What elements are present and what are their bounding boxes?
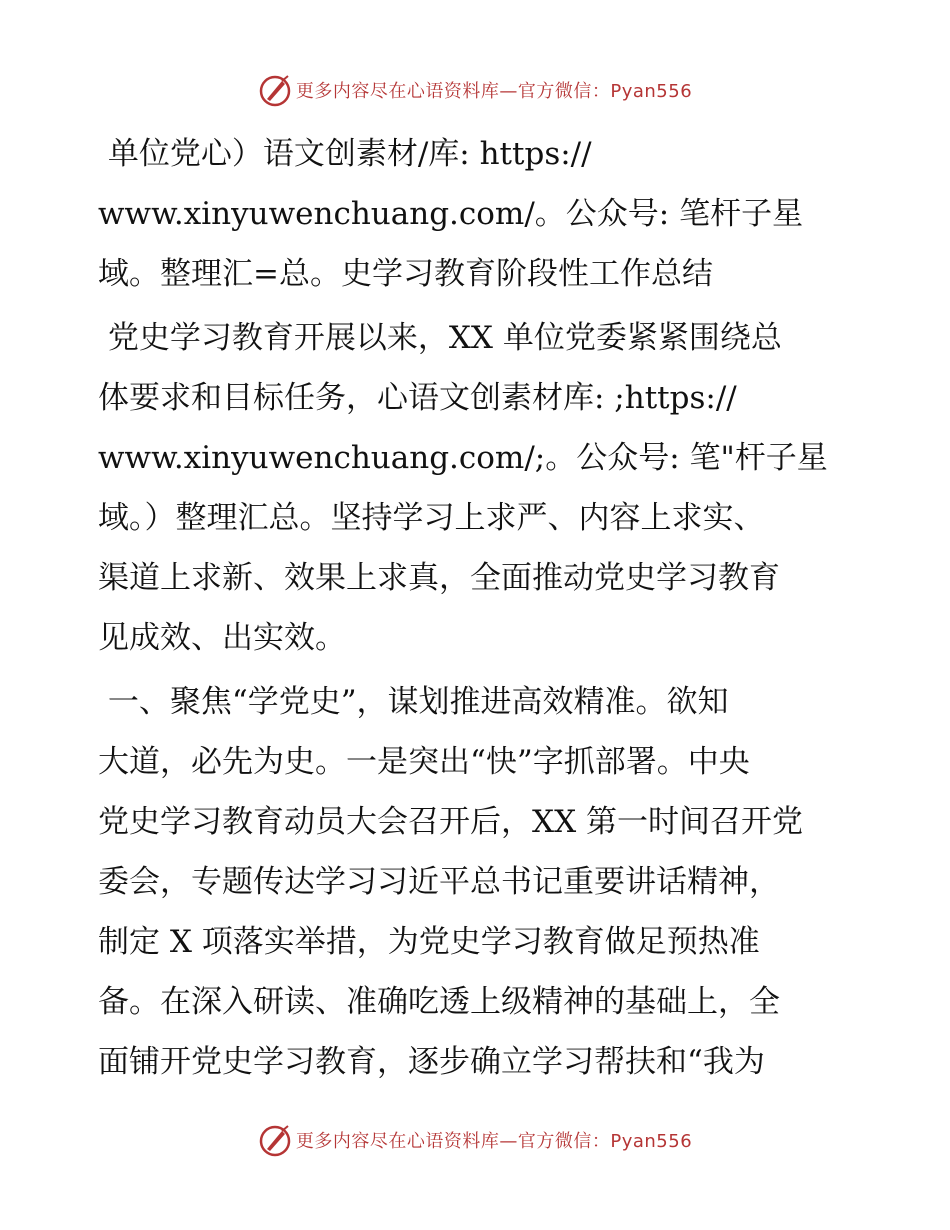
text-line: 见成效、出实效。 — [98, 620, 346, 656]
paragraph-1 — [98, 124, 858, 304]
text-line: 域。）整理汇总。坚持学习上求严、内容上求实、 — [98, 500, 765, 536]
quill-logo-icon — [258, 73, 292, 107]
header-banner — [0, 70, 950, 110]
text-line: 渠道上求新、效果上求真，全面推动党史学习教育 — [98, 560, 780, 596]
text-line: 委会，专题传达学习习近平总书记重要讲话精神， — [98, 864, 780, 900]
text-line: 制定 X 项落实举措，为党史学习教育做足预热准 — [98, 924, 760, 960]
paragraph-2 — [98, 308, 858, 668]
quill-logo-icon — [258, 1123, 292, 1157]
header-banner-text: 更多内容尽在心语资料库—官方微信：Pyan556 — [295, 81, 693, 102]
text-line: 面铺开党史学习教育，逐步确立学习帮扶和“我为 — [98, 1044, 765, 1080]
text-line: www.xinyuwenchuang.com/;。公众号: 笔"杆子星 — [98, 440, 828, 476]
footer-banner — [0, 1120, 950, 1160]
footer-banner-text: 更多内容尽在心语资料库—官方微信：Pyan556 — [295, 1131, 693, 1152]
document-body — [98, 124, 858, 1092]
text-line: 一、聚焦“学党史”，谋划推进高效精准。欲知 — [98, 684, 729, 720]
text-line: 域。整理汇=总。史学习教育阶段性工作总结 — [98, 256, 713, 292]
text-line: 体要求和目标任务，心语文创素材库: ;https:// — [98, 380, 737, 416]
text-line: 大道，必先为史。一是突出“快”字抓部署。中央 — [98, 744, 750, 780]
text-line: 备。在深入研读、准确吃透上级精神的基础上，全 — [98, 984, 780, 1020]
text-line: 党史学习教育开展以来，XX 单位党委紧紧围绕总 — [98, 320, 782, 356]
text-line: www.xinyuwenchuang.com/。公众号: 笔杆子星 — [98, 196, 804, 232]
text-line: 单位党心）语文创素材/库: https:// — [98, 136, 592, 172]
paragraph-3 — [98, 672, 858, 1092]
text-line: 党史学习教育动员大会召开后，XX 第一时间召开党 — [98, 804, 803, 840]
